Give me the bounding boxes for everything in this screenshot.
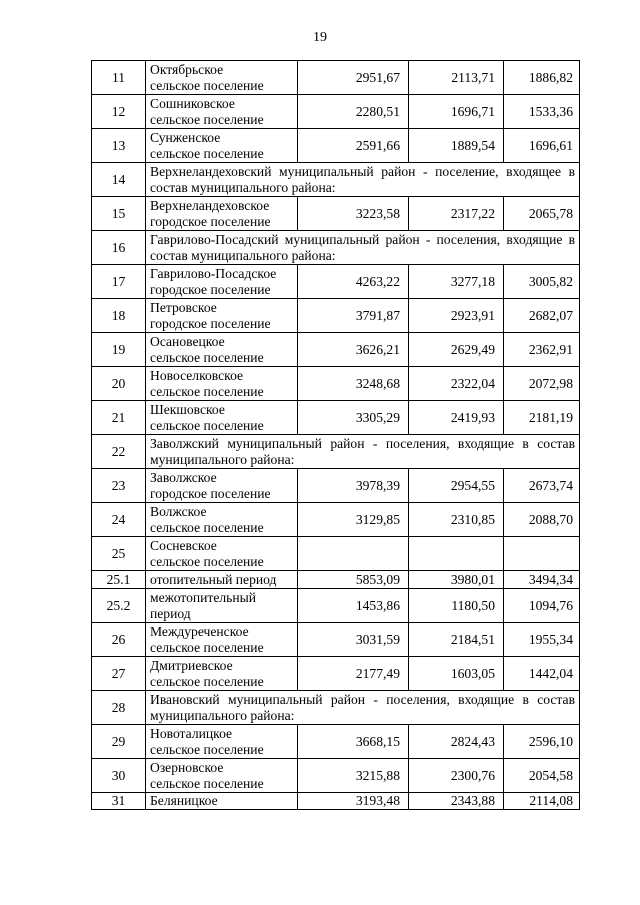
- tariff-table: [91, 60, 580, 810]
- value-cell-2: [409, 537, 504, 571]
- settlement-name-cell: [146, 265, 298, 299]
- row-number-cell: 21: [92, 401, 146, 435]
- settlement-name-line1: Новоселковское: [150, 368, 244, 384]
- table-row: [92, 265, 580, 299]
- value-cell-3: 2114,08: [504, 793, 580, 810]
- settlement-name-cell: [146, 95, 298, 129]
- value-cell-1: 3193,48: [298, 793, 409, 810]
- row-number-cell: 19: [92, 333, 146, 367]
- settlement-name-cell: [146, 571, 298, 589]
- settlement-name-cell: [146, 589, 298, 623]
- value-cell-1: 3129,85: [298, 503, 409, 537]
- settlement-name-line1: Петровское: [150, 300, 217, 316]
- settlement-name-line2: сельское поселение: [150, 741, 264, 757]
- value-cell-2: 2317,22: [409, 197, 504, 231]
- value-cell-3: 2682,07: [504, 299, 580, 333]
- settlement-name-cell: [146, 299, 298, 333]
- row-number-cell: 30: [92, 759, 146, 793]
- table-row: [92, 725, 580, 759]
- row-number-cell: 14: [92, 163, 146, 197]
- value-cell-2: 1180,50: [409, 589, 504, 623]
- value-cell-3: 1696,61: [504, 129, 580, 163]
- settlement-name-cell: [146, 129, 298, 163]
- value-cell-1: 3031,59: [298, 623, 409, 657]
- settlement-name-cell: [146, 401, 298, 435]
- table-row: [92, 589, 580, 623]
- settlement-name-line1: Озерновское: [150, 760, 224, 776]
- value-cell-3: 2181,19: [504, 401, 580, 435]
- settlement-name-line2: сельское поселение: [150, 417, 264, 433]
- value-cell-2: 2343,88: [409, 793, 504, 810]
- value-cell-1: 3248,68: [298, 367, 409, 401]
- row-number-cell: 22: [92, 435, 146, 469]
- row-number-cell: 23: [92, 469, 146, 503]
- settlement-name-line1: Сосневское: [150, 538, 217, 554]
- settlement-name-cell: [146, 333, 298, 367]
- settlement-name-line1: Гаврилово-Посадское: [150, 266, 277, 282]
- value-cell-1: 4263,22: [298, 265, 409, 299]
- row-number-cell: 31: [92, 793, 146, 810]
- value-cell-3: 2054,58: [504, 759, 580, 793]
- settlement-name-line1: Осановецкое: [150, 334, 225, 350]
- settlement-name-line2: городское поселение: [150, 315, 271, 331]
- value-cell-2: 3277,18: [409, 265, 504, 299]
- settlement-name-cell: [146, 725, 298, 759]
- settlement-name-line1: Шекшовское: [150, 402, 225, 418]
- settlement-name-line2: сельское поселение: [150, 145, 264, 161]
- value-cell-1: 2280,51: [298, 95, 409, 129]
- value-cell-1: 3223,58: [298, 197, 409, 231]
- row-number-cell: 26: [92, 623, 146, 657]
- value-cell-2: 2954,55: [409, 469, 504, 503]
- settlement-name-line2: городское поселение: [150, 485, 271, 501]
- table-row: [92, 197, 580, 231]
- table-row: [92, 333, 580, 367]
- settlement-name-line1: межотопительный: [150, 590, 257, 606]
- value-cell-3: 1442,04: [504, 657, 580, 691]
- row-number-cell: 25: [92, 537, 146, 571]
- settlement-name-line2: сельское поселение: [150, 775, 264, 791]
- value-cell-2: 1696,71: [409, 95, 504, 129]
- table-row: [92, 657, 580, 691]
- settlement-name-cell: [146, 537, 298, 571]
- value-cell-2: 2629,49: [409, 333, 504, 367]
- row-number-cell: 16: [92, 231, 146, 265]
- settlement-name-line1: Сунженское: [150, 130, 221, 146]
- table-row: [92, 435, 580, 469]
- settlement-name-cell: [146, 61, 298, 95]
- value-cell-3: 2072,98: [504, 367, 580, 401]
- value-cell-1: 2591,66: [298, 129, 409, 163]
- table-body: [92, 61, 580, 810]
- settlement-name-line2: сельское поселение: [150, 673, 264, 689]
- page-number: 19: [313, 30, 327, 45]
- row-number-cell: 29: [92, 725, 146, 759]
- district-header-cell: Верхнеландеховский муниципальный район - поселение, входящее в состав муниципального района:: [146, 163, 580, 197]
- value-cell-3: 2088,70: [504, 503, 580, 537]
- table-row: [92, 537, 580, 571]
- row-number-cell: 25.1: [92, 571, 146, 589]
- settlement-name-line1: Волжское: [150, 504, 207, 520]
- table-row: [92, 129, 580, 163]
- settlement-name-line2: городское поселение: [150, 281, 271, 297]
- value-cell-2: 2310,85: [409, 503, 504, 537]
- value-cell-3: 2362,91: [504, 333, 580, 367]
- value-cell-2: 2923,91: [409, 299, 504, 333]
- settlement-name-cell: [146, 503, 298, 537]
- settlement-name-line1: Новоталицкое: [150, 726, 233, 742]
- row-number-cell: 15: [92, 197, 146, 231]
- settlement-name-line1: Дмитриевское: [150, 658, 233, 674]
- value-cell-2: 1889,54: [409, 129, 504, 163]
- settlement-name-line2: сельское поселение: [150, 553, 264, 569]
- table-row: [92, 469, 580, 503]
- value-cell-3: 1886,82: [504, 61, 580, 95]
- value-cell-1: 3626,21: [298, 333, 409, 367]
- settlement-name-cell: [146, 469, 298, 503]
- settlement-name-cell: [146, 759, 298, 793]
- value-cell-1: 3791,87: [298, 299, 409, 333]
- settlement-name-line2: период: [150, 605, 191, 621]
- table-row: [92, 691, 580, 725]
- settlement-name-line1: Верхнеландеховское: [150, 198, 270, 214]
- settlement-name-line1: Заволжское: [150, 470, 217, 486]
- table-row: [92, 401, 580, 435]
- table-row: [92, 623, 580, 657]
- row-number-cell: 12: [92, 95, 146, 129]
- row-number-cell: 17: [92, 265, 146, 299]
- value-cell-2: 2300,76: [409, 759, 504, 793]
- table-row: [92, 367, 580, 401]
- row-number-cell: 28: [92, 691, 146, 725]
- row-number-cell: 11: [92, 61, 146, 95]
- value-cell-1: 3215,88: [298, 759, 409, 793]
- value-cell-1: 2177,49: [298, 657, 409, 691]
- settlement-name-cell: [146, 367, 298, 401]
- settlement-name-line2: сельское поселение: [150, 383, 264, 399]
- value-cell-3: 1955,34: [504, 623, 580, 657]
- value-cell-3: 2596,10: [504, 725, 580, 759]
- settlement-name-line2: сельское поселение: [150, 77, 264, 93]
- value-cell-2: 2184,51: [409, 623, 504, 657]
- table-row: [92, 503, 580, 537]
- settlement-name-cell: [146, 793, 298, 810]
- settlement-name-line2: сельское поселение: [150, 111, 264, 127]
- value-cell-3: 1094,76: [504, 589, 580, 623]
- district-header-cell: Ивановский муниципальный район - поселения, входящие в состав муниципального района:: [146, 691, 580, 725]
- settlement-name-line1: Междуреченское: [150, 624, 249, 640]
- settlement-name-line1: Сошниковское: [150, 96, 235, 112]
- settlement-name-line2: сельское поселение: [150, 639, 264, 655]
- table-row: [92, 299, 580, 333]
- settlement-name-cell: [146, 657, 298, 691]
- table-row: [92, 793, 580, 810]
- settlement-name-line2: сельское поселение: [150, 519, 264, 535]
- value-cell-2: 1603,05: [409, 657, 504, 691]
- table-row: [92, 95, 580, 129]
- district-header-cell: Гаврилово-Посадский муниципальный район - поселения, входящие в состав муниципального района:: [146, 231, 580, 265]
- table-row: [92, 163, 580, 197]
- value-cell-2: 2419,93: [409, 401, 504, 435]
- value-cell-2: 2113,71: [409, 61, 504, 95]
- row-number-cell: 27: [92, 657, 146, 691]
- district-header-cell: Заволжский муниципальный район - поселения, входящие в состав муниципального района:: [146, 435, 580, 469]
- value-cell-3: 2065,78: [504, 197, 580, 231]
- value-cell-1: 2951,67: [298, 61, 409, 95]
- value-cell-3: 3494,34: [504, 571, 580, 589]
- value-cell-1: 5853,09: [298, 571, 409, 589]
- settlement-name-line1: Октябрьское: [150, 62, 224, 78]
- value-cell-1: 1453,86: [298, 589, 409, 623]
- row-number-cell: 24: [92, 503, 146, 537]
- value-cell-2: 3980,01: [409, 571, 504, 589]
- value-cell-1: 3668,15: [298, 725, 409, 759]
- row-number-cell: 13: [92, 129, 146, 163]
- value-cell-1: 3978,39: [298, 469, 409, 503]
- settlement-name-line2: городское поселение: [150, 213, 271, 229]
- value-cell-3: 1533,36: [504, 95, 580, 129]
- row-number-cell: 18: [92, 299, 146, 333]
- settlement-name-line1: отопительный период: [150, 571, 277, 587]
- value-cell-2: 2322,04: [409, 367, 504, 401]
- settlement-name-line1: Беляницкое: [150, 793, 218, 808]
- settlement-name-line2: сельское поселение: [150, 349, 264, 365]
- table-row: [92, 61, 580, 95]
- row-number-cell: 25.2: [92, 589, 146, 623]
- value-cell-3: [504, 537, 580, 571]
- settlement-name-cell: [146, 623, 298, 657]
- row-number-cell: 20: [92, 367, 146, 401]
- value-cell-2: 2824,43: [409, 725, 504, 759]
- value-cell-3: 2673,74: [504, 469, 580, 503]
- value-cell-1: [298, 537, 409, 571]
- table-row: [92, 231, 580, 265]
- value-cell-1: 3305,29: [298, 401, 409, 435]
- table-row: [92, 759, 580, 793]
- table-row: [92, 571, 580, 589]
- settlement-name-cell: [146, 197, 298, 231]
- value-cell-3: 3005,82: [504, 265, 580, 299]
